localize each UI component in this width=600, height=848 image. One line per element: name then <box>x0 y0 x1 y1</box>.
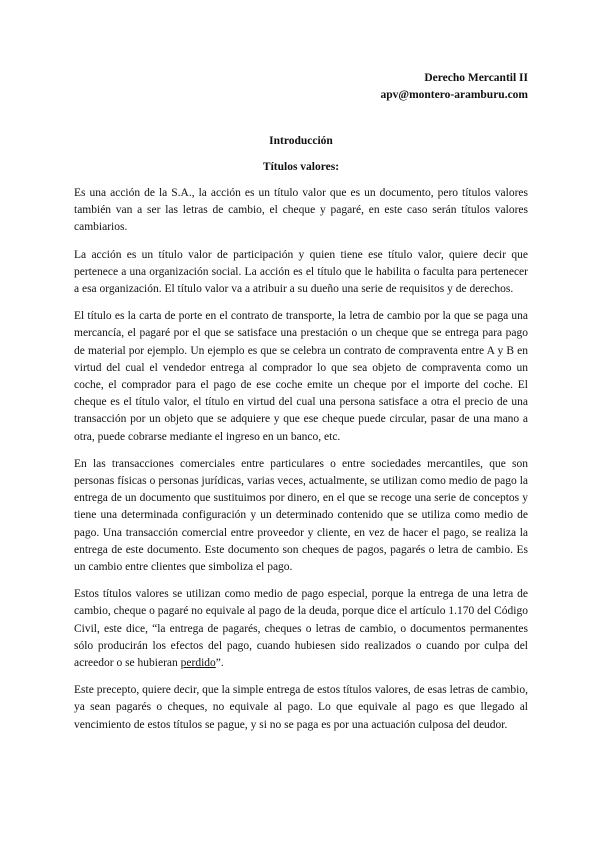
paragraph-2: La acción es un título valor de participación y quien tiene ese título valor, quiere decir que pertenece a una organización social. La acción es el título que le habilita o faculta para pertenecer a esa organización. El título valor va a atribuir a su dueño una serie de requisitos y de derechos. <box>74 248 528 296</box>
author-email: apv@montero-aramburu.com <box>380 89 528 101</box>
underlined-word: perdido <box>180 657 216 670</box>
document-page <box>74 70 528 734</box>
paragraph-4: En las transacciones comerciales entre particulares o entre sociedades mercantiles, que son personas físicas o personas jurídicas, varias veces, actualmente, se utilizan como medio de pago la entrega de un documento que sustituimos por dinero, en el que se recoge una serie de conceptos y tiene una determinada configuración y un determinado contenido que se utiliza como medio de pago. Una transacción comercial entre proveedor y cliente, en vez de hacer el pago, se realiza la entrega de este documento. Este documento son cheques de pagos, pagarés o letra de cambio. Es un cambio entre clientes que simboliza el pago. <box>74 457 528 574</box>
paragraph-1: Es una acción de la S.A., la acción es un título valor que es un documento, pero títulos valores también van a ser las letras de cambio, el cheque y pagaré, en este caso serán títulos valores cambiarios. <box>74 187 528 234</box>
paragraph-5-text: Estos títulos valores se utilizan como medio de pago especial, porque la entrega de una letra de cambio, cheque o pagaré no equivale al pago de la deuda, porque dice el artículo 1.170 del Código Civil, este dice, “la entrega de pagarés, cheques o letras de cambio, o documentos permanentes sólo producirán los efectos del pago, cuando hubiesen sido realizados o cuando por culpa del acreedor o se hubieran <box>74 588 528 670</box>
section-subheading-titulos-valores: Títulos valores: <box>262 161 340 173</box>
paragraph-6: Este precepto, quiere decir, que la simple entrega de estos títulos valores, de esas letras de cambio, ya sean pagarés o cheques, no equivale al pago. Lo que equivale al pago es que llegado al vencimiento de estos títulos se pague, y si no se paga es por una actuación culposa del deudor. <box>74 684 528 731</box>
paragraph-5 <box>74 586 528 672</box>
section-heading-introduction: Introducción <box>269 135 333 147</box>
paragraph-3: El título es la carta de porte en el contrato de transporte, la letra de cambio por la que se paga una mercancía, el pagaré por el que se satisface una prestación o un cheque que se entrega para pago de material por ejemplo. Un ejemplo es que se celebra un contrato de compraventa entre A y B en virtud del cual el vendedor entrega al comprador lo que sea objeto de compraventa como un coche, el comprador para el pago de ese coche emite un cheque por el importe del coche. El cheque es el título valor, el título en virtud del cual una persona satisface a otra el precio de una transacción por un objeto que se adquiere y que ese cheque puede circular, pasar de una mano a otra, puede cobrarse mediante el ingreso en un banco, etc. <box>74 310 528 443</box>
paragraph-5-closing: ”. <box>215 657 224 670</box>
document-header <box>74 70 528 104</box>
course-title: Derecho Mercantil II <box>424 72 528 84</box>
